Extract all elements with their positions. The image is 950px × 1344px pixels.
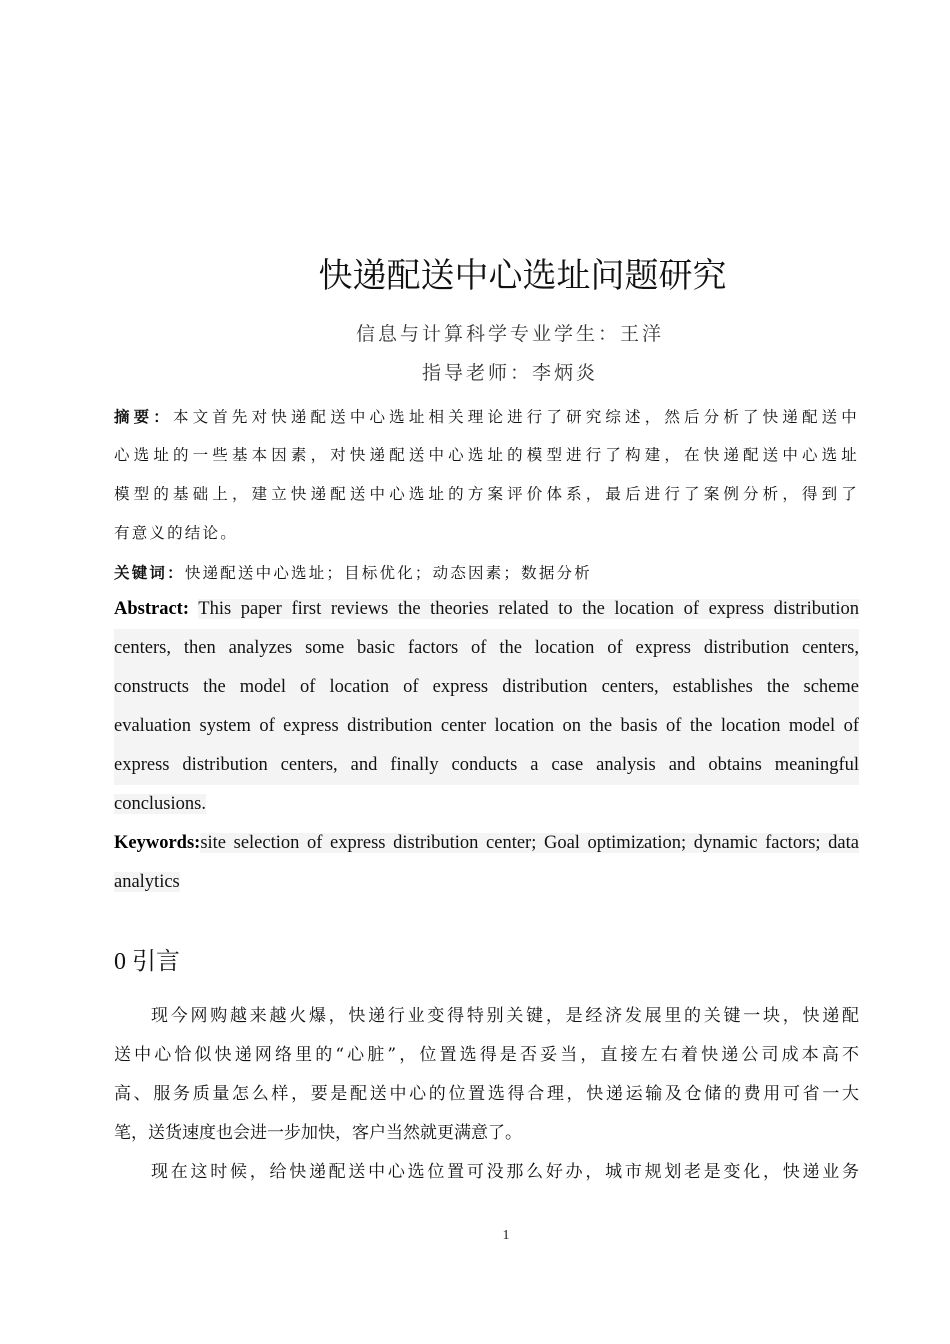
abstract-en-text: conclusions. (114, 794, 206, 814)
keywords-cn-text: 快递配送中心选址；目标优化；动态因素；数据分析 (184, 564, 592, 582)
abstract-en-line: express distribution centers, and finally conducts a case analysis and obtains meaningful (114, 746, 859, 785)
keywords-cn (114, 553, 859, 592)
abstract-cn (114, 397, 859, 592)
keywords-en-text: analytics (114, 872, 180, 892)
paragraph-line: 现在这时候，给快递配送中心选位置可没那么好办，城市规划老是变化，快递业务 (151, 1162, 859, 1182)
paragraph-line: 笔，送货速度也会进一步加快，客户当然就更满意了。 (114, 1123, 522, 1143)
abstract-cn-text: 本文首先对快递配送中心选址相关理论进行了研究综述，然后分析了快递配送中 (172, 408, 859, 426)
abstract-cn-line (114, 397, 859, 436)
abstract-en-line: constructs the model of location of express distribution centers, establishes the scheme (114, 668, 859, 707)
abstract-cn-line: 模型的基础上，建立快递配送中心选址的方案评价体系，最后进行了案例分析，得到了 (114, 485, 859, 503)
abstract-cn-line: 心选址的一些基本因素，对快递配送中心选址的模型进行了构建，在快递配送中心选址 (114, 446, 859, 464)
keywords-en-label: Keywords: (114, 833, 201, 853)
page-number: 1 (502, 1228, 510, 1243)
abstract-en-line (114, 785, 859, 824)
paragraph (114, 997, 859, 1192)
section-number: 0 (114, 949, 126, 975)
abstract-en-line: evaluation system of express distribution center location on the basis of the location model of (114, 707, 859, 746)
section-heading (114, 943, 180, 980)
paragraph-line: 高、服务质量怎么样，要是配送中心的位置选得合理，快递运输及仓储的费用可省一大 (114, 1084, 859, 1104)
abstract-en (114, 590, 859, 902)
abstract-en-text: This paper first reviews the theories related to the location of express distribution (198, 599, 859, 619)
abstract-cn-label: 摘要： (114, 407, 173, 426)
abstract-cn-line: 有意义的结论。 (114, 524, 238, 542)
paper-title: 快递配送中心选址问题研究 (318, 256, 727, 296)
author-line: 信息与计算科学专业学生：王洋 (355, 323, 664, 345)
abstract-en-line: centers, then analyzes some basic factors of the location of express distribution centers, (114, 629, 859, 668)
keywords-cn-label: 关键词： (114, 563, 185, 582)
abstract-en-label: Abstract: (114, 599, 190, 619)
keywords-en-line (114, 863, 859, 902)
paragraph-line: 送中心恰似快递网络里的“心脏”，位置选得是否妥当，直接左右着快递公司成本高不 (114, 1045, 859, 1065)
abstract-en-line (114, 590, 859, 629)
keywords-en-text: site selection of express distribution center; Goal optimization; dynamic factors; data (200, 833, 859, 853)
keywords-en (114, 824, 859, 863)
section-title: 引言 (132, 947, 180, 975)
paragraph-line: 现今网购越来越火爆，快递行业变得特别关键，是经济发展里的关键一块，快递配 (151, 1006, 859, 1026)
advisor-line: 指导老师：李炳炎 (421, 362, 598, 384)
